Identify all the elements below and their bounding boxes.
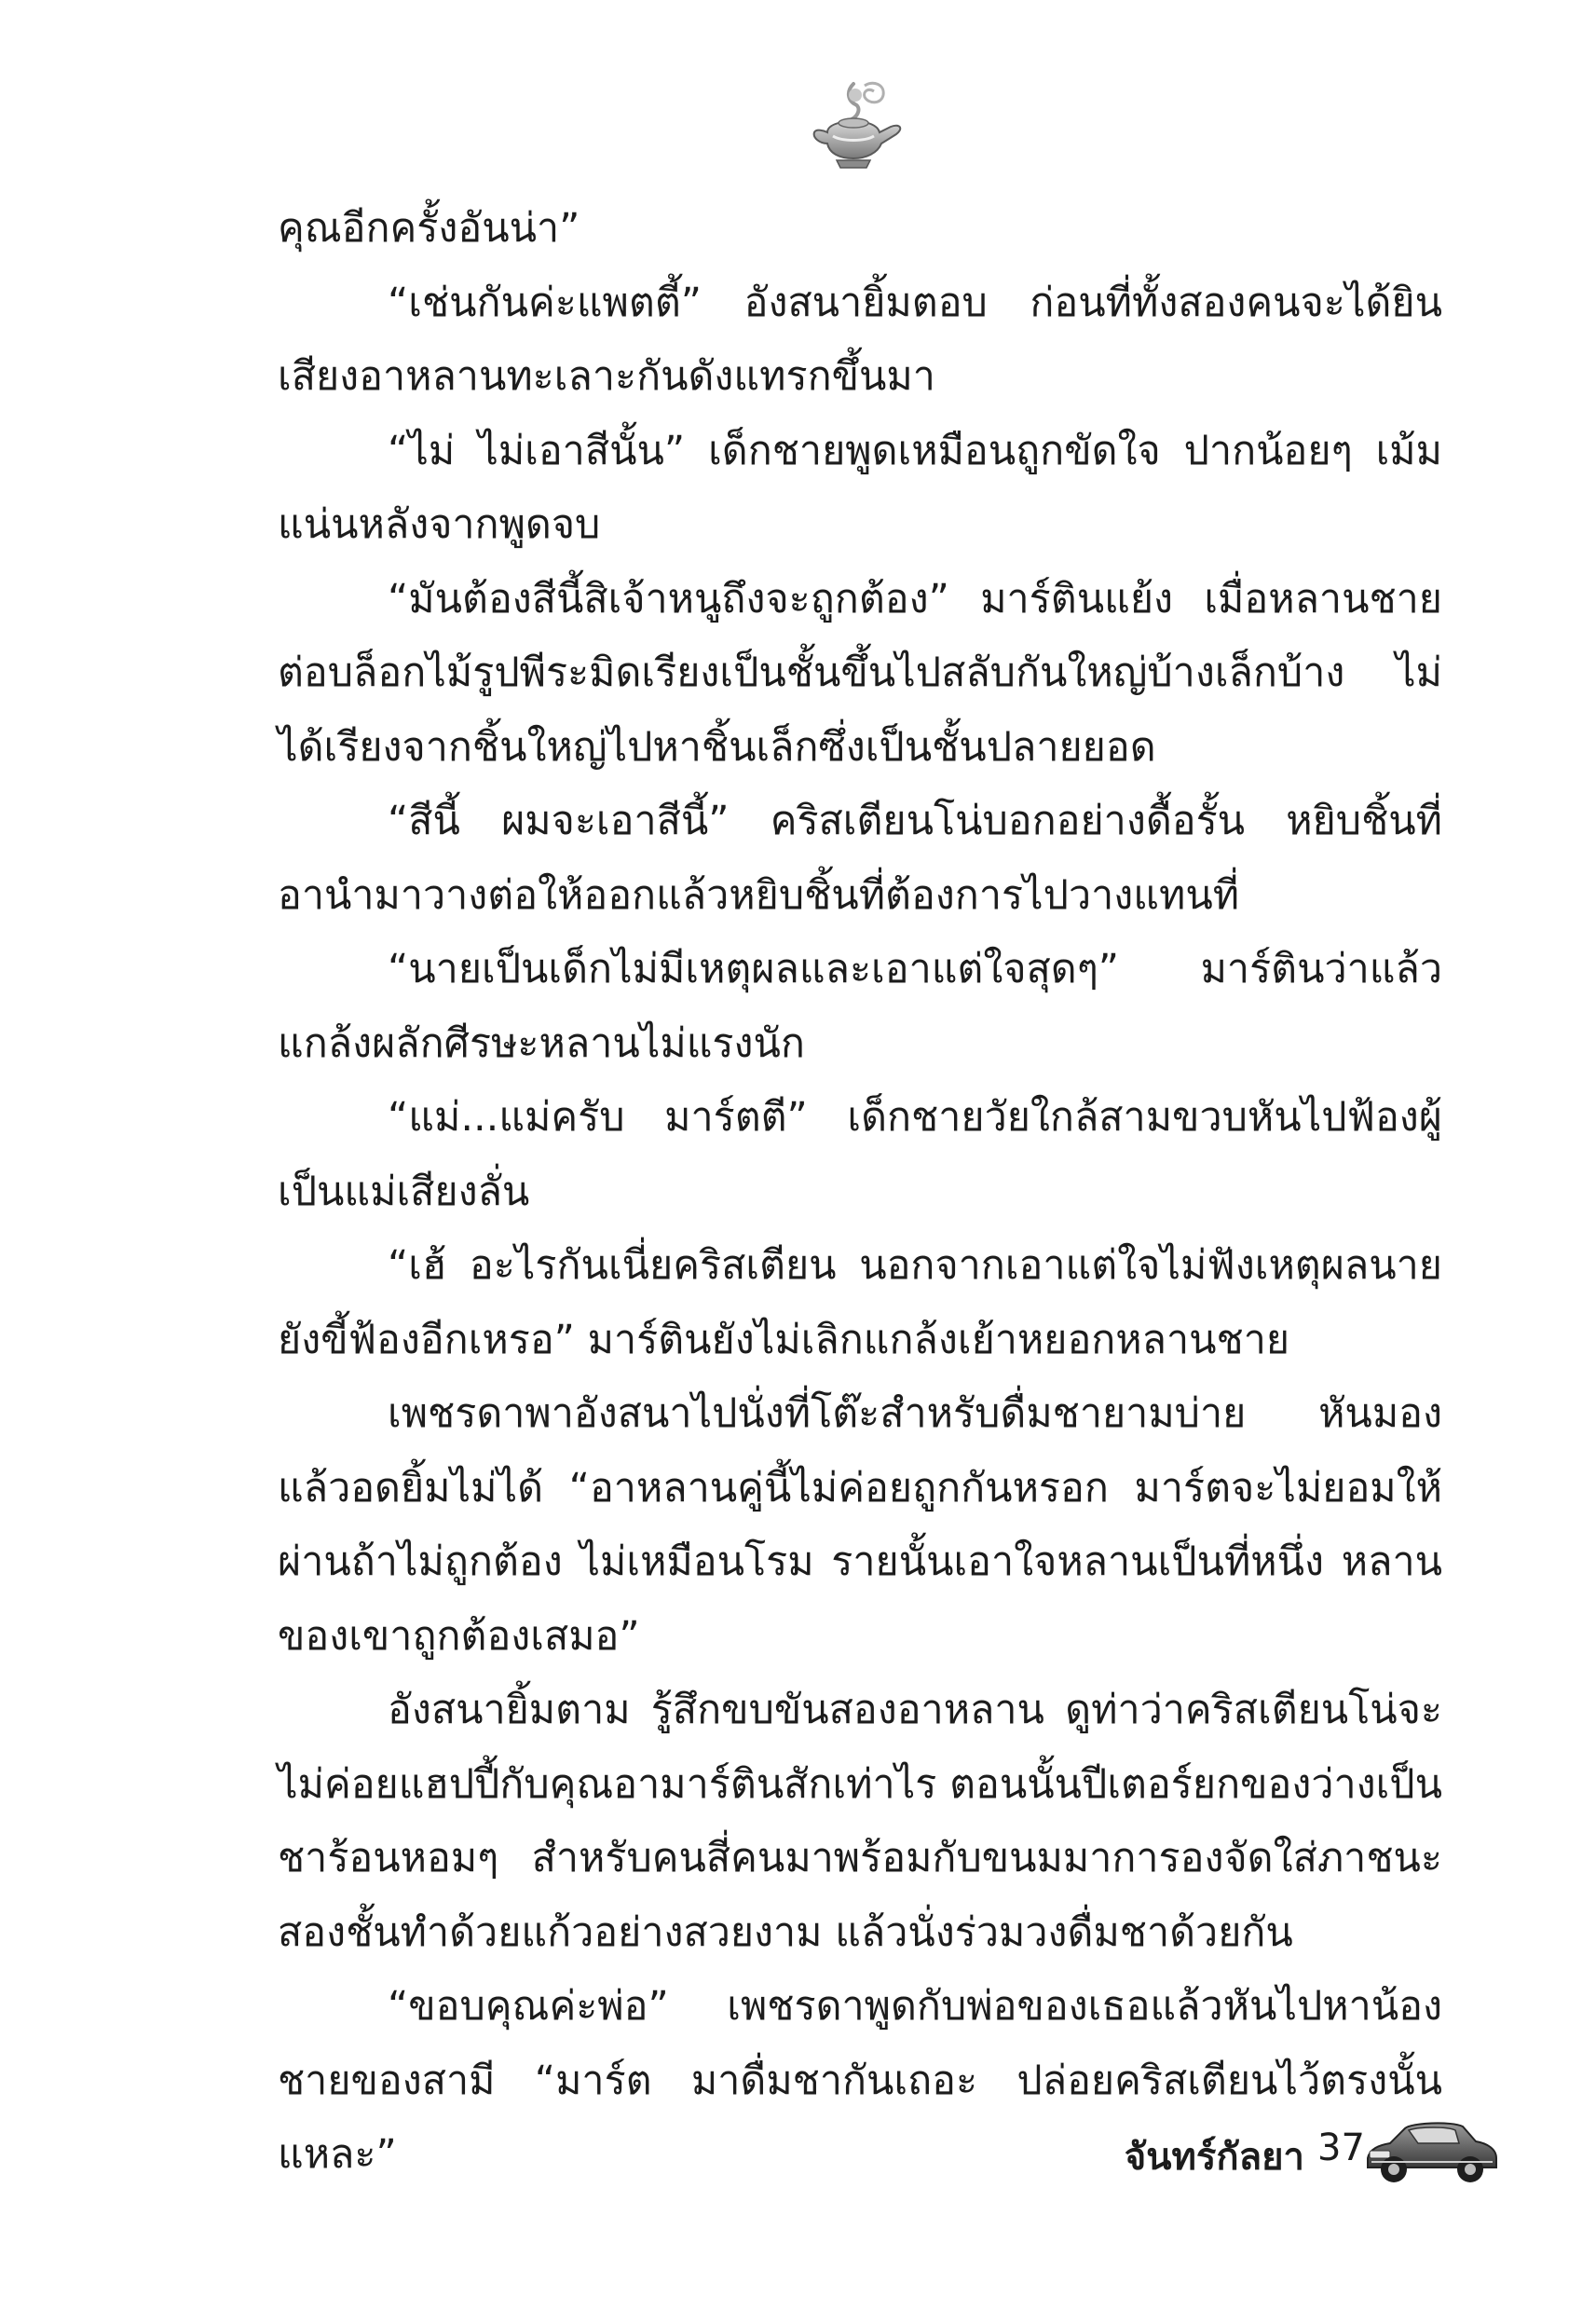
story-text [278, 192, 1442, 2193]
paragraph-9: เพชรดาพาอังสนาไปนั่งที่โต๊ะสำหรับดื่มชายามบ่าย หันมองแล้วอดยิ้มไม่ได้ “อาหลานคู่นี้ไม่ค่อยถูกกันหรอก มาร์ตจะไม่ยอมให้ผ่านถ้าไม่ถูกต้อง ไม่เหมือนโรม รายนั้นเอาใจหลานเป็นที่หนึ่ง หลานของเขาถูกต้องเสมอ” [278, 1390, 1442, 1660]
book-title: จันทร์กัลยา [1124, 2136, 1304, 2179]
page-footer [1071, 2106, 1500, 2218]
paragraph-10: อังสนายิ้มตาม รู้สึกขบขันสองอาหลาน ดูท่าว่าคริสเตียนโน่จะไม่ค่อยแฮปปี้กับคุณอามาร์ตินสักเท่าไร ตอนนั้นปีเตอร์ยกของว่างเป็นชาร้อนหอมๆ สำหรับคนสี่คนมาพร้อมกับขนมมาการองจัดใส่ภาชนะสองชั้นทำด้วยแก้วอย่างสวยงาม แล้วนั่งร่วมวงดื่มชาด้วยกัน [278, 1687, 1442, 1956]
paragraph-7: “แม่...แม่ครับ มาร์ตตี” เด็กชายวัยใกล้สามขวบหันไปฟ้องผู้เป็นแม่เสียงลั่น [278, 1094, 1442, 1215]
vintage-car-icon [1362, 2106, 1500, 2192]
paragraph-11: “ขอบคุณค่ะพ่อ” เพชรดาพูดกับพ่อของเธอแล้วหันไปหาน้องชายของสามี “มาร์ต มาดื่มชากันเถอะ ปล่อยคริสเตียนไว้ตรงนั้นแหละ” [278, 1983, 1442, 2178]
paragraph-8: “เฮ้ อะไรกันเนี่ยคริสเตียน นอกจากเอาแต่ใจไม่ฟังเหตุผลนายยังขี้ฟ้องอีกเหรอ” มาร์ตินยังไม่เลิกแกล้งเย้าหยอกหลานชาย [278, 1242, 1442, 1363]
genie-lamp-icon [799, 76, 909, 177]
paragraph-6: “นายเป็นเด็กไม่มีเหตุผลและเอาแต่ใจสุดๆ” มาร์ตินว่าแล้วแกล้งผลักศีรษะหลานไม่แรงนัก [278, 946, 1442, 1067]
paragraph-4: “มันต้องสีนี้สิเจ้าหนูถึงจะถูกต้อง” มาร์ตินแย้ง เมื่อหลานชายต่อบล็อกไม้รูปพีระมิดเรียงเป็นชั้นขึ้นไปสลับกันใหญ่บ้างเล็กบ้าง ไม่ได้เรียงจากชิ้นใหญ่ไปหาชิ้นเล็กซึ่งเป็นชั้นปลายยอด [278, 575, 1442, 771]
page-number: 37 [1317, 2126, 1365, 2169]
paragraph-5: “สีนี้ ผมจะเอาสีนี้” คริสเตียนโน่บอกอย่างดื้อรั้น หยิบชิ้นที่อานำมาวางต่อให้ออกแล้วหยิบชิ้นที่ต้องการไปวางแทนที่ [278, 798, 1442, 919]
paragraph-2: “เช่นกันค่ะแพตตี้” อังสนายิ้มตอบ ก่อนที่ทั้งสองคนจะได้ยินเสียงอาหลานทะเลาะกันดังแทรกขึ้นมา [278, 279, 1442, 400]
paragraph-1: คุณอีกครั้งอันน่า” [278, 205, 580, 252]
paragraph-3: “ไม่ ไม่เอาสีนั้น” เด็กชายพูดเหมือนถูกขัดใจ ปากน้อยๆ เม้มแน่นหลังจากพูดจบ [278, 427, 1442, 548]
